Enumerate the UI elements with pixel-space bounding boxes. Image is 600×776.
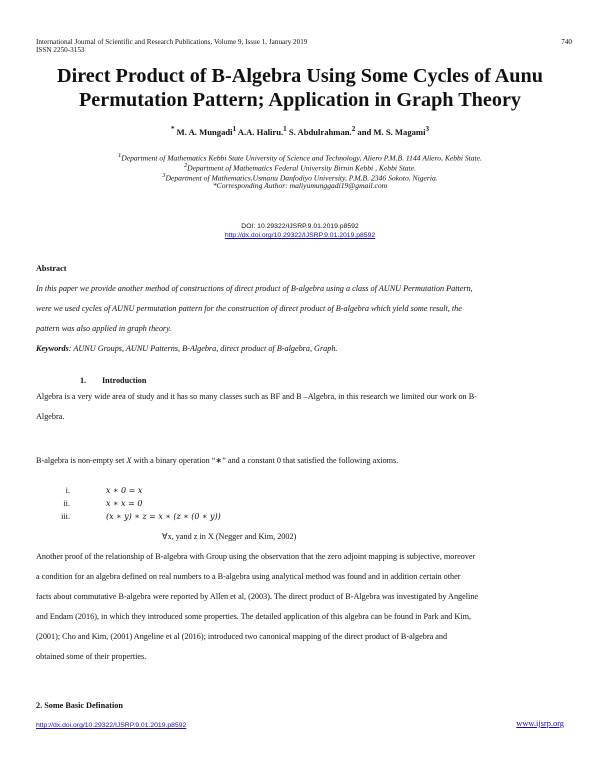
footer-site-wrap <box>516 719 564 728</box>
intro-paragraph-1 <box>36 387 564 427</box>
section-2-heading: 2. Some Basic Defination <box>36 701 123 710</box>
footer-site-link[interactable]: www.ijsrp.org <box>516 719 564 728</box>
abstract-heading: Abstract <box>36 264 67 273</box>
abstract-line-3: pattern was also applied in graph theory. <box>36 324 172 333</box>
author-1: M. A. Mungadi <box>174 126 233 137</box>
keywords <box>36 339 564 359</box>
keywords-label: Keywords <box>36 344 69 353</box>
intro-p3-line-1: Another proof of the relationship of B-algebra with Group using the observation that the zero adjoint mapping is subjective, moreover <box>36 552 476 561</box>
author-2-aff: 1 <box>283 125 287 133</box>
aff-2-text: Department of Mathematics Federal University Birnin Kebbi , Kebbi State. <box>187 163 416 173</box>
aff-1-text: Department of Mathematics Kebbi State University of Science and Technology, Aliero P.M.B. 1144 Aliero, Kebbi State. <box>121 153 482 163</box>
corresponding-mark: * <box>170 125 175 133</box>
intro-paragraph-3 <box>36 547 564 667</box>
axiom-3-expr: (x ∗ y) ∗ z = x ∗ (z ∗ (0 ∗ y)) <box>106 512 221 521</box>
author-3-aff: 2 <box>351 125 356 133</box>
authors <box>0 125 600 137</box>
corresponding-author: *Corresponding Author: maliyumunggadi19@gmail.com <box>212 181 388 190</box>
footer-doi-link[interactable]: http://dx.doi.org/10.29322/IJSRP.9.01.2019.p8592 <box>36 722 187 729</box>
intro-heading: Introduction <box>102 376 147 385</box>
keywords-text: : AUNU Groups, AUNU Patterns, B-Algebra, direct product of B-algebra, Graph. <box>68 344 338 353</box>
page-number: 740 <box>561 38 572 46</box>
intro-p1-line-2: Algebra. <box>36 412 65 421</box>
aff-2-num: 2 <box>183 162 188 169</box>
forall-statement: ∀x, yand z in X (Negger and Kim, 2002) <box>162 532 297 541</box>
abstract-line-1: In this paper we provide another method of constructions of direct product of B-algebra using a class of AUNU Permutation Pattern, <box>36 284 473 293</box>
abstract-text <box>36 279 564 339</box>
intro-p3-line-5: (2001); Cho and Kim, (2001) Angeline et al (2016); introduced two canonical mapping of the direct product of B-algebra and <box>36 632 448 641</box>
author-2: A.A. Haliru. <box>236 126 284 137</box>
aff-3-num: 3 <box>162 172 166 179</box>
author-1-aff: 1 <box>232 125 237 133</box>
intro-heading-num: 1. <box>80 376 87 385</box>
doi-text: DOI: 10.29322/IJSRP.9.01.2019.p8592 <box>241 223 359 230</box>
abstract-line-2: were we used cycles of AUNU permutation pattern for the construction of direct product of B-algebra which yield some result, the <box>36 304 462 313</box>
p2-part-a: B-algebra is non-empty set <box>36 456 127 465</box>
paper-title <box>0 64 600 112</box>
intro-p1-line-1: Algebra is a very wide area of study and it has so many classes such as BF and B –Algebra, in this research we limited our work on B- <box>36 392 477 401</box>
journal-header: International Journal of Scientific and Research Publications, Volume 9, Issue 1, January 2019 <box>36 38 308 46</box>
axiom-1-expr: x ∗ 0 = x <box>106 486 143 495</box>
title-line-1: Direct Product of B-Algebra Using Some Cycles of Aunu <box>57 65 543 87</box>
axiom-2-num: ii. <box>63 499 70 508</box>
intro-p3-line-4: and Endam (2016), in which they introduced some properties. The detailed application of this algebra can be found in Park and Kim, <box>36 612 472 621</box>
axiom-3-num: iii. <box>61 512 70 521</box>
aff-1-num: 1 <box>118 152 122 159</box>
doi-link-wrap <box>0 231 600 240</box>
doi-link[interactable]: http://dx.doi.org/10.29322/IJSRP.9.01.2019.p8592 <box>224 232 376 239</box>
intro-p3-line-2: a condition for an algebra defined on real numbers to a B-algebra using analytical method was found and in addition certain other <box>36 572 461 581</box>
author-4-aff: 3 <box>425 125 430 133</box>
author-3: S. Abdulrahman. <box>286 126 352 137</box>
issn: ISSN 2250-3153 <box>36 46 85 54</box>
title-line-2: Permutation Pattern; Application in Graph Theory <box>78 89 522 111</box>
p2-part-b: with a binary operation “∗” and a constant 0 that satisfied the following axioms. <box>131 456 399 465</box>
intro-p3-line-6: obtained some of their properties. <box>36 652 147 661</box>
footer-doi-wrap <box>36 720 186 729</box>
p2-set-x: X <box>126 456 132 465</box>
author-4: and M. S. Magami <box>355 126 426 137</box>
aff-3-text: Department of Mathematics,Usmanu Danfodiyo University, P.M.B. 2346 Sokoto, Nigeria. <box>165 173 438 183</box>
intro-p3-line-3: facts about commutative B-algebra were reported by Allen et al, (2003). The direct product of B-Algebra was investigated by Angeline <box>36 592 479 601</box>
intro-paragraph-2 <box>36 451 564 471</box>
axiom-1-num: i. <box>65 486 70 495</box>
axiom-2-expr: x ∗ x = 0 <box>106 499 143 508</box>
